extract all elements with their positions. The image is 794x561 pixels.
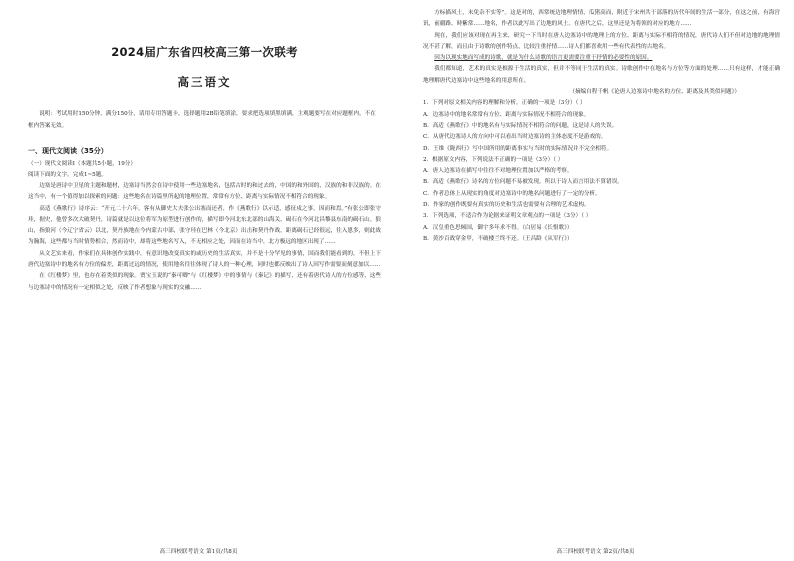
underline-text: 因为以现实地而写成的诗歌，就是为什么诗歌的语言更需要注重于抒情的必要性的原因。 — [434, 55, 653, 62]
question-option: C．作者总体上从现实的角度对边塞诗中的地名问题进行了一定的分析。 — [423, 190, 601, 197]
question-option: A．唐人边塞诗在描写中往往不对地理位置加以严格的考察。 — [423, 168, 573, 175]
exam-title: 2024届广东省四校高三第一次联考 — [111, 45, 298, 59]
subsection-title: （一）现代文阅读Ⅰ（本题共5小题，19分） — [28, 161, 136, 167]
question-option: A．边塞诗中的地名常常有方位、距离与实际情况不相符合的现象。 — [423, 111, 590, 118]
question-option: B．黄沙百战穿金甲，不破楼兰终不还。（王昌龄《从军行》） — [423, 235, 573, 242]
passage-source: （摘编自程千帆《论唐人边塞诗中地名的方位、距离及其类似问题》） — [569, 89, 740, 96]
question-option: B．高适《燕歌行》中的地名有与实际情况不相符合的问题，这是诗人的失误。 — [423, 122, 618, 129]
page-right — [397, 0, 794, 561]
question-option: B．高适《燕歌行》诗名的方位问题不易被发现，所以于诗人而言用法不算错误。 — [423, 179, 623, 186]
section-title: 一、现代文阅读（35分） — [28, 147, 108, 155]
page-footer: 高三四校联考语文 第2页/共8页 — [556, 549, 635, 555]
passage-paragraph: 方标描风土，未免杂不实等”。这是对的，西常统边地理情情，瓜猪高而，附近于宋州共于部落的历代年间的生活一部分，在这之前，有海宫讯，前疆路、時紫常……地名，作者以此写出了边地的风土。在唐代之后，这里还是为将领的对应的地方…… — [423, 10, 780, 28]
question-option: A．汉皇重色思倾国，御宇多年求不得。（白居易《长恨歌》） — [423, 224, 573, 231]
passage-paragraph: 从文艺实来看，作家们在具体创作实践中，有意识地改变真实的或历史的生活真实，并不是十分罕见的事情，国而我们能看到的，不但上下唐代边塞诗中的地名有方位的偏差，距离过远的情况，使用地名往往体现了诗人的一种心理，同时也都反映出了诗人因写作需要而刻意加以…… — [28, 250, 381, 269]
passage-paragraph: 边塞是唐诗中卫星的主题和题材，边塞诗当然会在诗中使用一些边塞地名，包括古时的和过去的，中国的和外国的，汉族的和非汉族的。在这当中，有一个值得加以探索的问题：这些地名在诗篇里所起的地理位置，常常有方位、距离与实际情况不相符合的现象。 — [28, 183, 381, 201]
page-footer: 高三四校联考语文 第1页/共8页 — [159, 549, 238, 555]
passage-paragraph: 在《红楼梦》里，也存在着类似的现象。贾宝玉说的“秦可卿”与《红楼梦》中的事情与《秦记》的描写，还有着唐代诗人的方位感等，这些与边塞诗中的情况有一定相似之处，反映了作者想象与现实的交融…… — [28, 273, 381, 291]
question-option: D．王维《陇西行》写中国所用的距离事实与当时的实际情况并不完全相符。 — [423, 145, 613, 152]
question-option: C．从唐代边塞诗人的方向中可以看出当时边塞诗的主体态度不是游戏的。 — [423, 134, 607, 141]
underlined-sentence — [423, 53, 780, 64]
question-stem: 2．根据原文内容，下列说法不正确的一项是（3分）（ ） — [423, 156, 564, 163]
passage-paragraph: 高适《燕歌行》诗序云：“开元二十六年，客有从御史大夫张公出塞而还者，作《燕歌行》以示适，感征戍之事，因而和焉。”有张公即张守珪，据史，他曾多次大破契丹，诗篇就是以这位将军为原型进行创作的，描写即今河北东北部的山海关，碣石在今河北昌黎县东南的碣石山。狼山，指狼河（今辽宁省云）以北，契丹族地在今内蒙古中部，张守珪在巴林（今北京）出击和契丹作战，距离碣石已经很远，往入恩多，则此战为瀚海，这些都与当时情势相合，然而诗中，却将这些地名写入，不无相应之处，因而在诗当中，北方极远的地区出现了…… — [28, 205, 381, 246]
question-stem: 3．下列选项，不适合作为论据来证明文章观点的一项是（3分）（ ） — [423, 213, 592, 220]
exam-subject: 高三语文 — [177, 75, 232, 89]
question-option: D．作家的创作既要有真实的历史和生活也需要有合理的艺术虚构。 — [423, 202, 590, 209]
passage-paragraph: 现在，我们应该对现在再主来，研究一下当时在唐人边塞诗中的地理上的方位、距离与实际不相符的情况，唐代诗人们不但对边地的地理情况不甚了解，而且由于诗歌的创作特点，比较注重抒情……诗人们都喜欢用一些有代表性的古地名。 — [423, 32, 780, 50]
passage-paragraph: 我们都知道，艺术的真实是根源于生活的真实，但并不等同于生活的真实。诗歌创作中在地名与方位等方面的处理……只有这样，才能正确地理解唐代边塞诗中这些地名的用意所在。 — [423, 66, 780, 84]
reading-instruction: 阅读下面的文字，完成1~5题。 — [28, 172, 107, 178]
question-stem: 1．下列对原文相关内容的理解和分析，正确的一项是（3分）（ ） — [423, 100, 586, 107]
exam-notice: 说明：考试用时150分钟，满分150分，请用专用答题卡，选择题用2B铅笔填涂，要求把选项填黑填满，主观题要写在对应题框内，不在框内答案无效。 — [28, 111, 376, 129]
